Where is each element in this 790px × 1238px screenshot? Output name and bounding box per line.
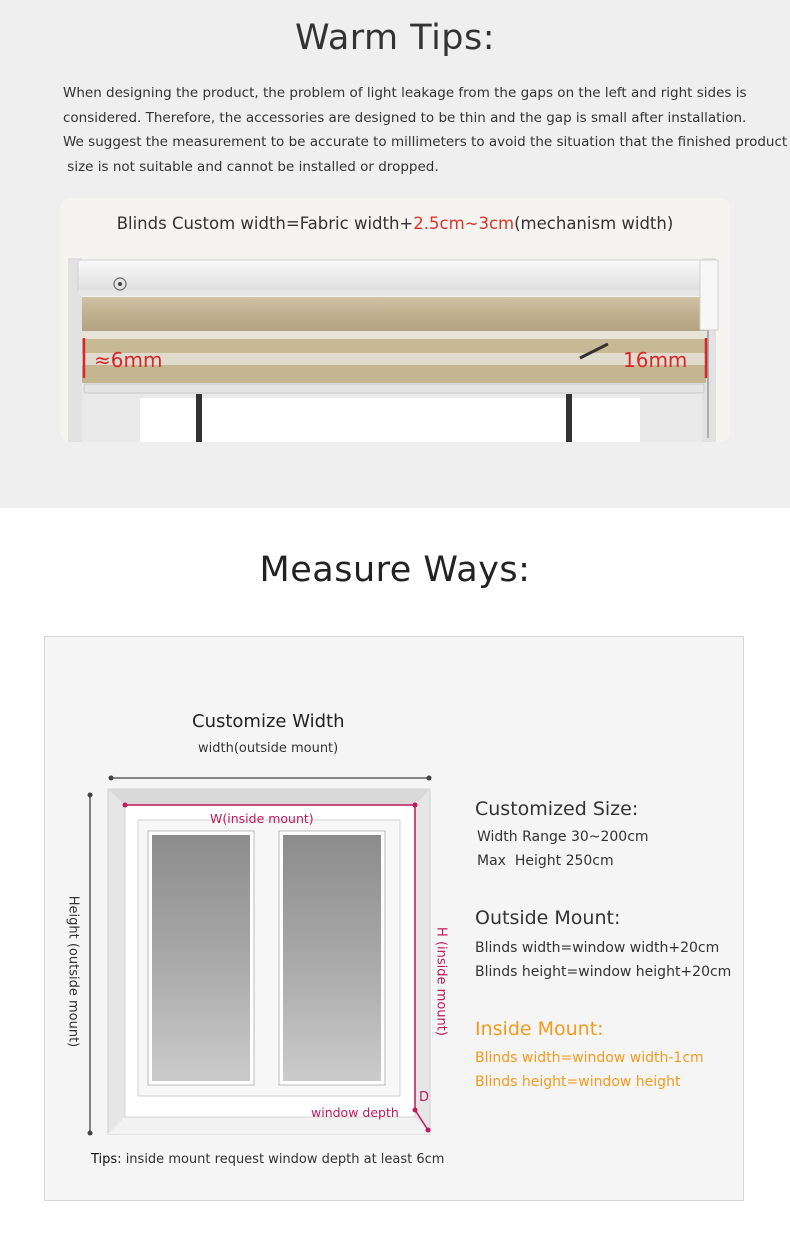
depth-letter: D [419,1090,430,1105]
inside-height-rule: Blinds height=window height [475,1074,681,1090]
tip-line: size is not suitable and cannot be installed or dropped. [63,158,439,175]
window-measure-diagram [65,765,465,1205]
warm-tips-title: Warm Tips: [294,18,496,58]
customize-width-heading: Customize Width [192,711,345,732]
measure-ways-section [0,508,790,1238]
warm-tips-section [0,0,790,508]
tip-line: considered. Therefore, the accessories are designed to be thin and the gap is small after installation. [63,109,747,126]
inside-width-label [210,811,314,827]
roller-blind-illustration [60,198,730,442]
width-range: Width Range 30~200cm [477,829,649,845]
formula-suffix: (mechanism width) [514,214,674,233]
outside-height-rule: Blinds height=window height+20cm [475,964,732,980]
width-outside-label: width(outside mount) [198,741,339,756]
formula-prefix: Blinds Custom width=Fabric width+ [116,214,414,233]
tip-line: We suggest the measurement to be accurate to millimeters to avoid the situation that the finished product [63,134,788,150]
width-formula [60,214,730,233]
warm-tips-text [63,81,788,179]
outside-width-rule: Blinds width=window width+20cm [475,940,720,956]
tips-label: Tips: [91,1152,122,1167]
h-inside-text: (inside mount) [433,940,449,1036]
measure-ways-title: Measure Ways: [259,550,531,590]
w-letter: W [210,811,223,826]
blinds-photo [60,198,730,442]
measure-diagram-card [44,636,744,1201]
height-outside-label: Height (outside mount) [65,895,81,1048]
max-height: Max Height 250cm [477,853,614,869]
left-gap-label: ≈6mm [94,348,163,372]
inside-mount-heading: Inside Mount: [475,1018,604,1040]
tip-line: When designing the product, the problem of light leakage from the gaps on the left and right sides is [63,85,747,101]
inside-height-label [434,907,449,1057]
window-depth-label: window depth [311,1105,399,1120]
inside-width-rule: Blinds width=window width-1cm [475,1050,704,1066]
h-letter: H [433,927,449,937]
customized-size-heading: Customized Size: [475,798,639,820]
outside-mount-heading: Outside Mount: [475,907,621,929]
tips-text: inside mount request window depth at least 6cm [121,1152,445,1167]
depth-tip [91,1152,444,1167]
formula-highlight: 2.5cm~3cm [413,214,515,233]
w-inside-text: (inside mount) [222,811,314,826]
right-gap-label: 16mm [623,348,688,372]
